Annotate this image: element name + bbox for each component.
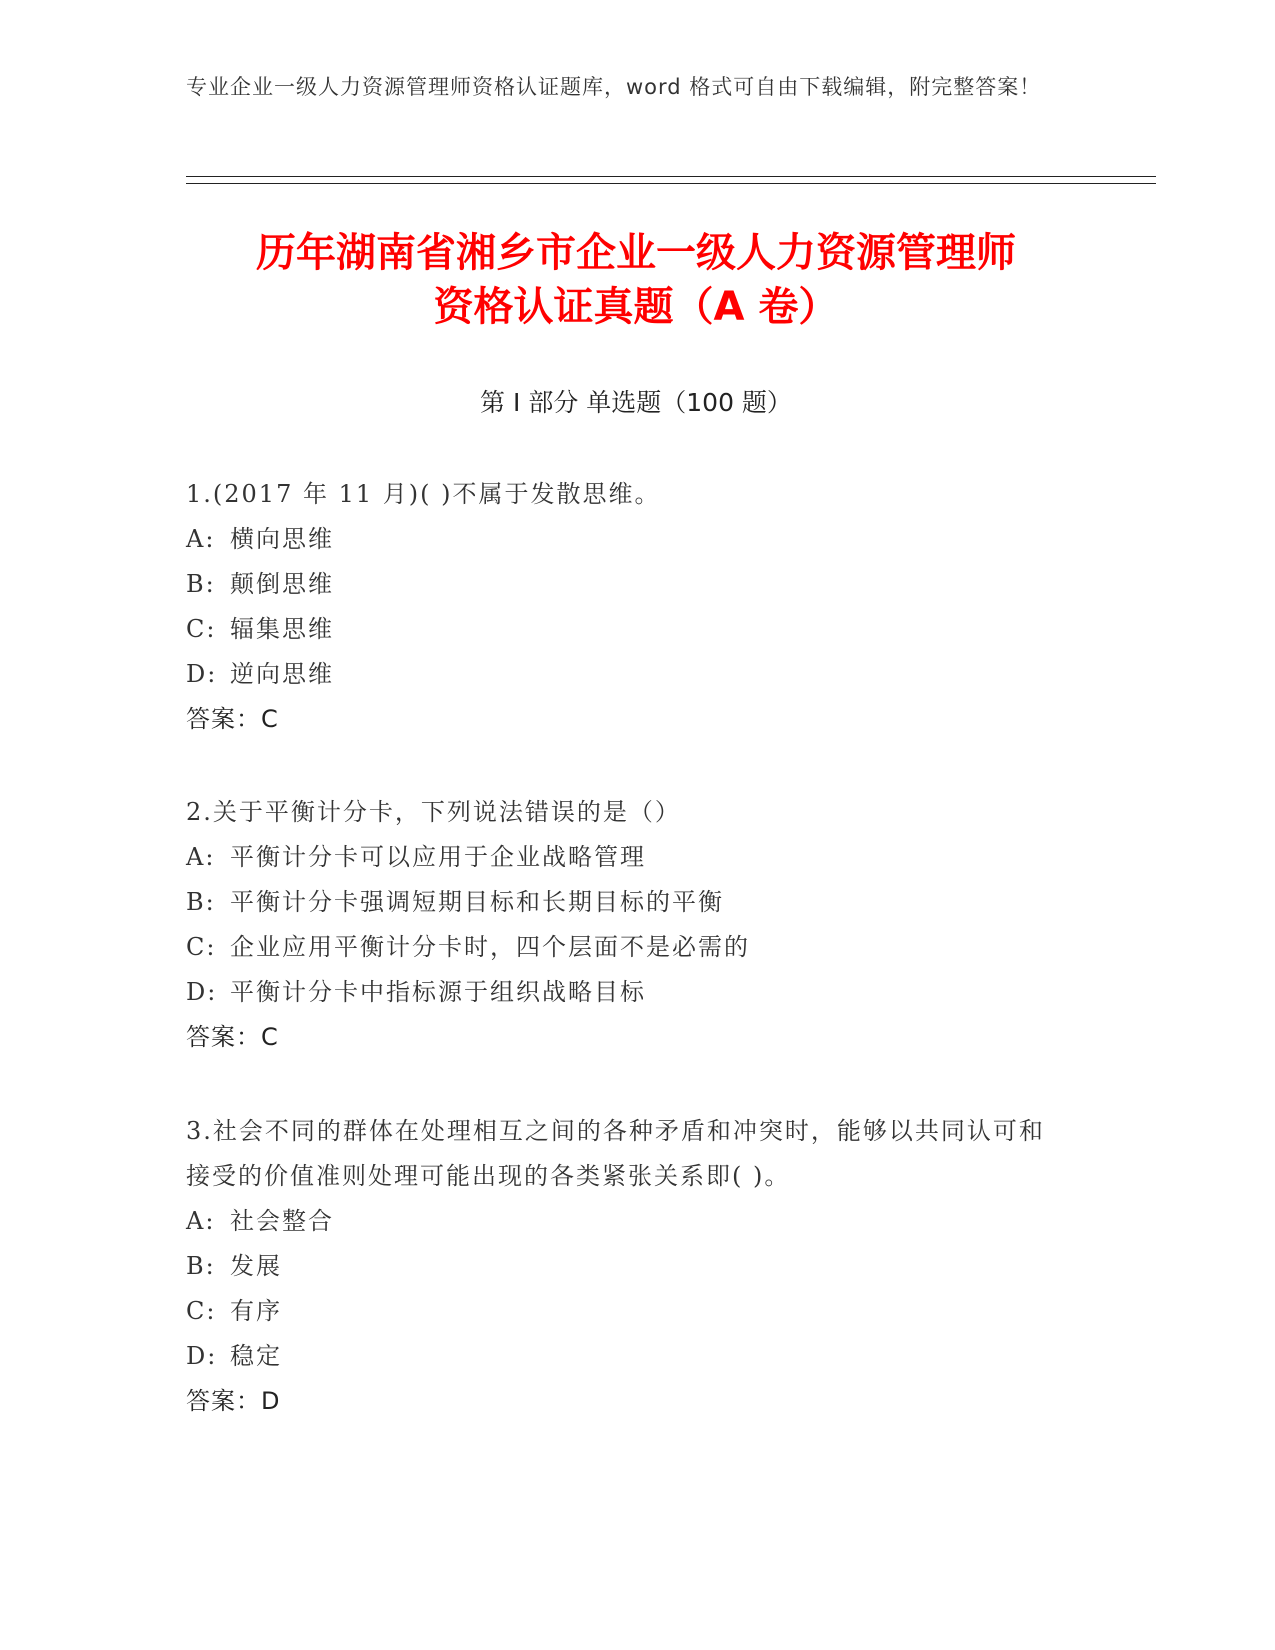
option-key: A: <box>186 525 216 553</box>
section-heading: 第 I 部分 单选题（100 题） <box>480 388 792 417</box>
question-stem: 1.(2017 年 11 月)( )不属于发散思维。 <box>186 480 661 508</box>
option-key: D: <box>186 1342 218 1370</box>
option-key: B: <box>186 888 216 916</box>
option-text: 辐集思维 <box>230 615 334 643</box>
answer-line: 答案：D <box>186 1387 281 1415</box>
option-key: B: <box>186 570 216 598</box>
option-text: 稳定 <box>230 1342 282 1370</box>
option-key: A: <box>186 1207 216 1235</box>
header-divider-bottom <box>186 183 1156 184</box>
option-d <box>186 970 1066 1015</box>
option-text: 颠倒思维 <box>230 570 334 598</box>
option-key: D: <box>186 660 218 688</box>
question-2 <box>186 790 1066 1060</box>
header-divider-top <box>186 176 1156 177</box>
option-a <box>186 1199 1066 1244</box>
option-text: 企业应用平衡计分卡时，四个层面不是必需的 <box>230 933 750 961</box>
option-c <box>186 607 1066 652</box>
option-d <box>186 652 1066 697</box>
option-text: 发展 <box>230 1252 282 1280</box>
header-note: 专业企业一级人力资源管理师资格认证题库，word 格式可自由下载编辑，附完整答案！ <box>186 75 1042 99</box>
answer-line: 答案：C <box>186 705 279 733</box>
option-key: B: <box>186 1252 216 1280</box>
question-stem: 2.关于平衡计分卡，下列说法错误的是（） <box>186 798 681 826</box>
option-d <box>186 1334 1066 1379</box>
question-3 <box>186 1109 1066 1424</box>
option-text: 平衡计分卡强调短期目标和长期目标的平衡 <box>230 888 724 916</box>
option-text: 逆向思维 <box>230 660 334 688</box>
document-title <box>186 226 1086 334</box>
answer-line: 答案：C <box>186 1023 279 1051</box>
question-1 <box>186 472 1066 742</box>
option-text: 平衡计分卡可以应用于企业战略管理 <box>230 843 646 871</box>
option-a <box>186 835 1066 880</box>
question-stem: 3.社会不同的群体在处理相互之间的各种矛盾和冲突时，能够以共同认可和接受的价值准则处理可能出现的各类紧张关系即( )。 <box>186 1117 1045 1190</box>
option-b <box>186 880 1066 925</box>
option-text: 有序 <box>230 1297 282 1325</box>
option-c <box>186 1289 1066 1334</box>
option-key: D: <box>186 978 218 1006</box>
option-text: 平衡计分卡中指标源于组织战略目标 <box>230 978 646 1006</box>
option-key: C: <box>186 1297 217 1325</box>
option-text: 社会整合 <box>230 1207 334 1235</box>
option-c <box>186 925 1066 970</box>
document-title-line-2: 资格认证真题（A 卷） <box>433 284 839 330</box>
option-text: 横向思维 <box>230 525 334 553</box>
option-a <box>186 517 1066 562</box>
option-b <box>186 1244 1066 1289</box>
option-b <box>186 562 1066 607</box>
document-title-line-1: 历年湖南省湘乡市企业一级人力资源管理师 <box>256 230 1016 276</box>
option-key: A: <box>186 843 216 871</box>
option-key: C: <box>186 933 217 961</box>
option-key: C: <box>186 615 217 643</box>
